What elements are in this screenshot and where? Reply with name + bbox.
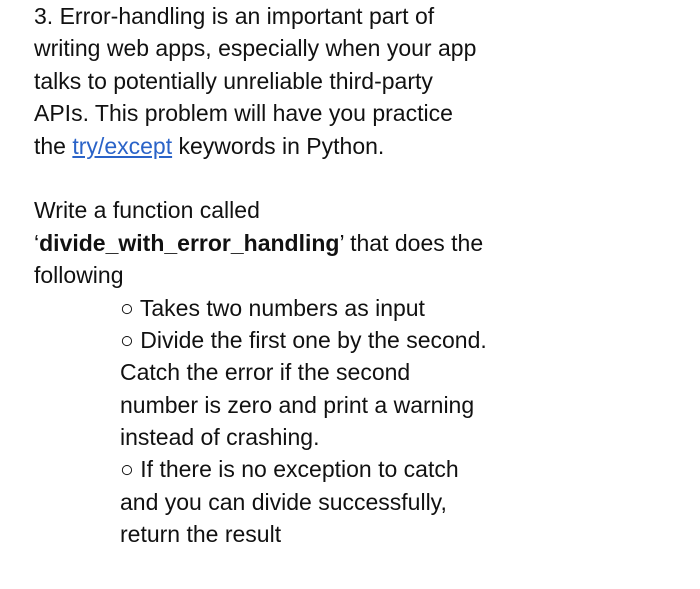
task-line-1: Write a function called bbox=[34, 197, 260, 224]
intro-line-1: 3. Error-handling is an important part of bbox=[34, 3, 435, 29]
task-line-2-suffix: ’ that does the bbox=[339, 229, 484, 256]
problem-document bbox=[34, 0, 654, 551]
task-line-2 bbox=[34, 227, 654, 259]
intro-line-2: writing web apps, especially when your app bbox=[34, 35, 477, 62]
function-name: divide_with_error_handling bbox=[39, 229, 340, 256]
list-item-1: ○ Takes two numbers as input bbox=[120, 294, 425, 321]
intro-line-5 bbox=[34, 130, 654, 162]
list-item-3-line-1: ○ If there is no exception to catch bbox=[120, 456, 459, 483]
intro-paragraph bbox=[34, 0, 654, 162]
intro-line-3: talks to potentially unreliable third-party bbox=[34, 67, 433, 94]
intro-line-5-suffix: keywords in Python. bbox=[172, 132, 385, 159]
open-quote: ‘ bbox=[34, 229, 40, 256]
list-item-2-line-3: number is zero and print a warning bbox=[120, 391, 475, 418]
list-item-2-line-4: instead of crashing. bbox=[120, 424, 320, 451]
intro-line-4: APIs. This problem will have you practice bbox=[34, 100, 453, 127]
list-item-3-line-3: return the result bbox=[120, 521, 282, 548]
intro-line-5-prefix: the bbox=[34, 132, 73, 159]
try-except-link[interactable]: try/except bbox=[72, 132, 173, 159]
paragraph-spacer bbox=[34, 162, 654, 194]
list-item-2-line-2: Catch the error if the second bbox=[120, 359, 411, 386]
list-item-2-line-1: ○ Divide the first one by the second. bbox=[120, 326, 487, 353]
requirements-list bbox=[34, 292, 654, 551]
task-paragraph bbox=[34, 194, 654, 291]
task-line-3: following bbox=[34, 262, 124, 289]
list-item-3-line-2: and you can divide successfully, bbox=[120, 488, 447, 515]
